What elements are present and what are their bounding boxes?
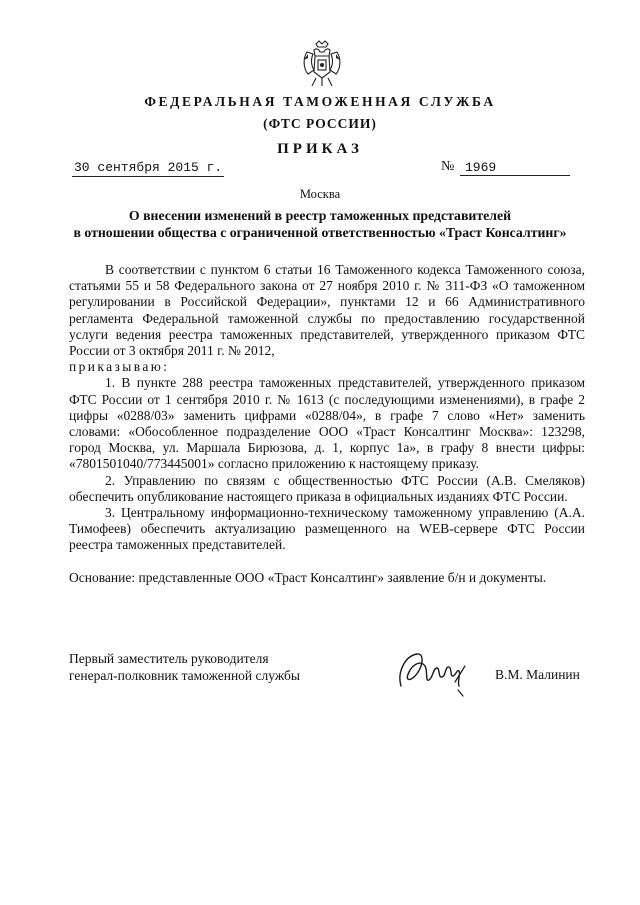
number-sign: №	[441, 159, 455, 174]
preamble-paragraph: В соответствии с пунктом 6 статьи 16 Таможенного кодекса Таможенного союза, статьями 55 и 58 Федерального закона от 27 ноября 2010 г. № 311-ФЗ «О таможенном регулировании в Российской Федерации», пунктами 12 и 66 Административного регламента Федеральной таможенной службы по предоставлению государственной услуги ведения реестра таможенных представителей, утвержденного приказом ФТС России от 3 октября 2011 г. № 2012,	[69, 262, 585, 359]
signer-position-line-1: Первый заместитель руководителя	[69, 651, 269, 666]
order-item-2: 2. Управлению по связям с общественностью ФТС России (А.В. Смеляков) обеспечить опубликование настоящего приказа в официальных изданиях ФТС России.	[69, 472, 585, 504]
title-line-1: О внесении изменений в реестр таможенных представителей	[128, 208, 512, 223]
title-line-2: в отношении общества с ограниченной ответственностью «Траст Консалтинг»	[73, 225, 567, 240]
document-number: 1969	[465, 160, 497, 175]
signer-position-line-2: генерал-полковник таможенной службы	[69, 668, 300, 683]
handwritten-signature	[395, 642, 470, 700]
agency-abbreviation: (ФТС РОССИИ)	[263, 116, 377, 131]
order-item-3: 3. Центральному информационно-техническому таможенному управлению (А.А. Тимофеев) обеспечить актуализацию размещенного на WEB-сервере ФТС России реестра таможенных представителей.	[69, 505, 585, 553]
order-word: приказываю:	[69, 359, 170, 375]
document-title	[60, 207, 580, 241]
coat-of-arms-icon	[299, 40, 345, 90]
document-type: ПРИКАЗ	[277, 141, 363, 157]
number-underline	[460, 175, 570, 176]
signer-name: В.М. Малинин	[495, 667, 580, 682]
order-item-1: 1. В пункте 288 реестра таможенных представителей, утвержденного приказом ФТС России от 1 сентября 2010 г. № 1613 (с последующими изменениями), в графе 2 цифры «0288/03» заменить цифрами «0288/04», в графе 7 слово «Нет» заменить словами: «Обособленное подразделение ООО «Траст Консалтинг Москва»: 123298, город Москва, ул. Маршала Бирюзова, д. 1, корпус 1а», в графу 8 внести цифры: «7801501040/773445001» согласно приложению к настоящему приказу.	[69, 375, 585, 472]
signer-position	[69, 650, 300, 684]
document-date: 30 сентября 2015 г.	[74, 160, 223, 175]
document-city: Москва	[299, 187, 341, 201]
basis-paragraph: Основание: представленные ООО «Траст Консалтинг» заявление б/н и документы.	[69, 569, 547, 585]
agency-name: ФЕДЕРАЛЬНАЯ ТАМОЖЕННАЯ СЛУЖБА	[144, 94, 496, 109]
document-body	[69, 262, 585, 586]
